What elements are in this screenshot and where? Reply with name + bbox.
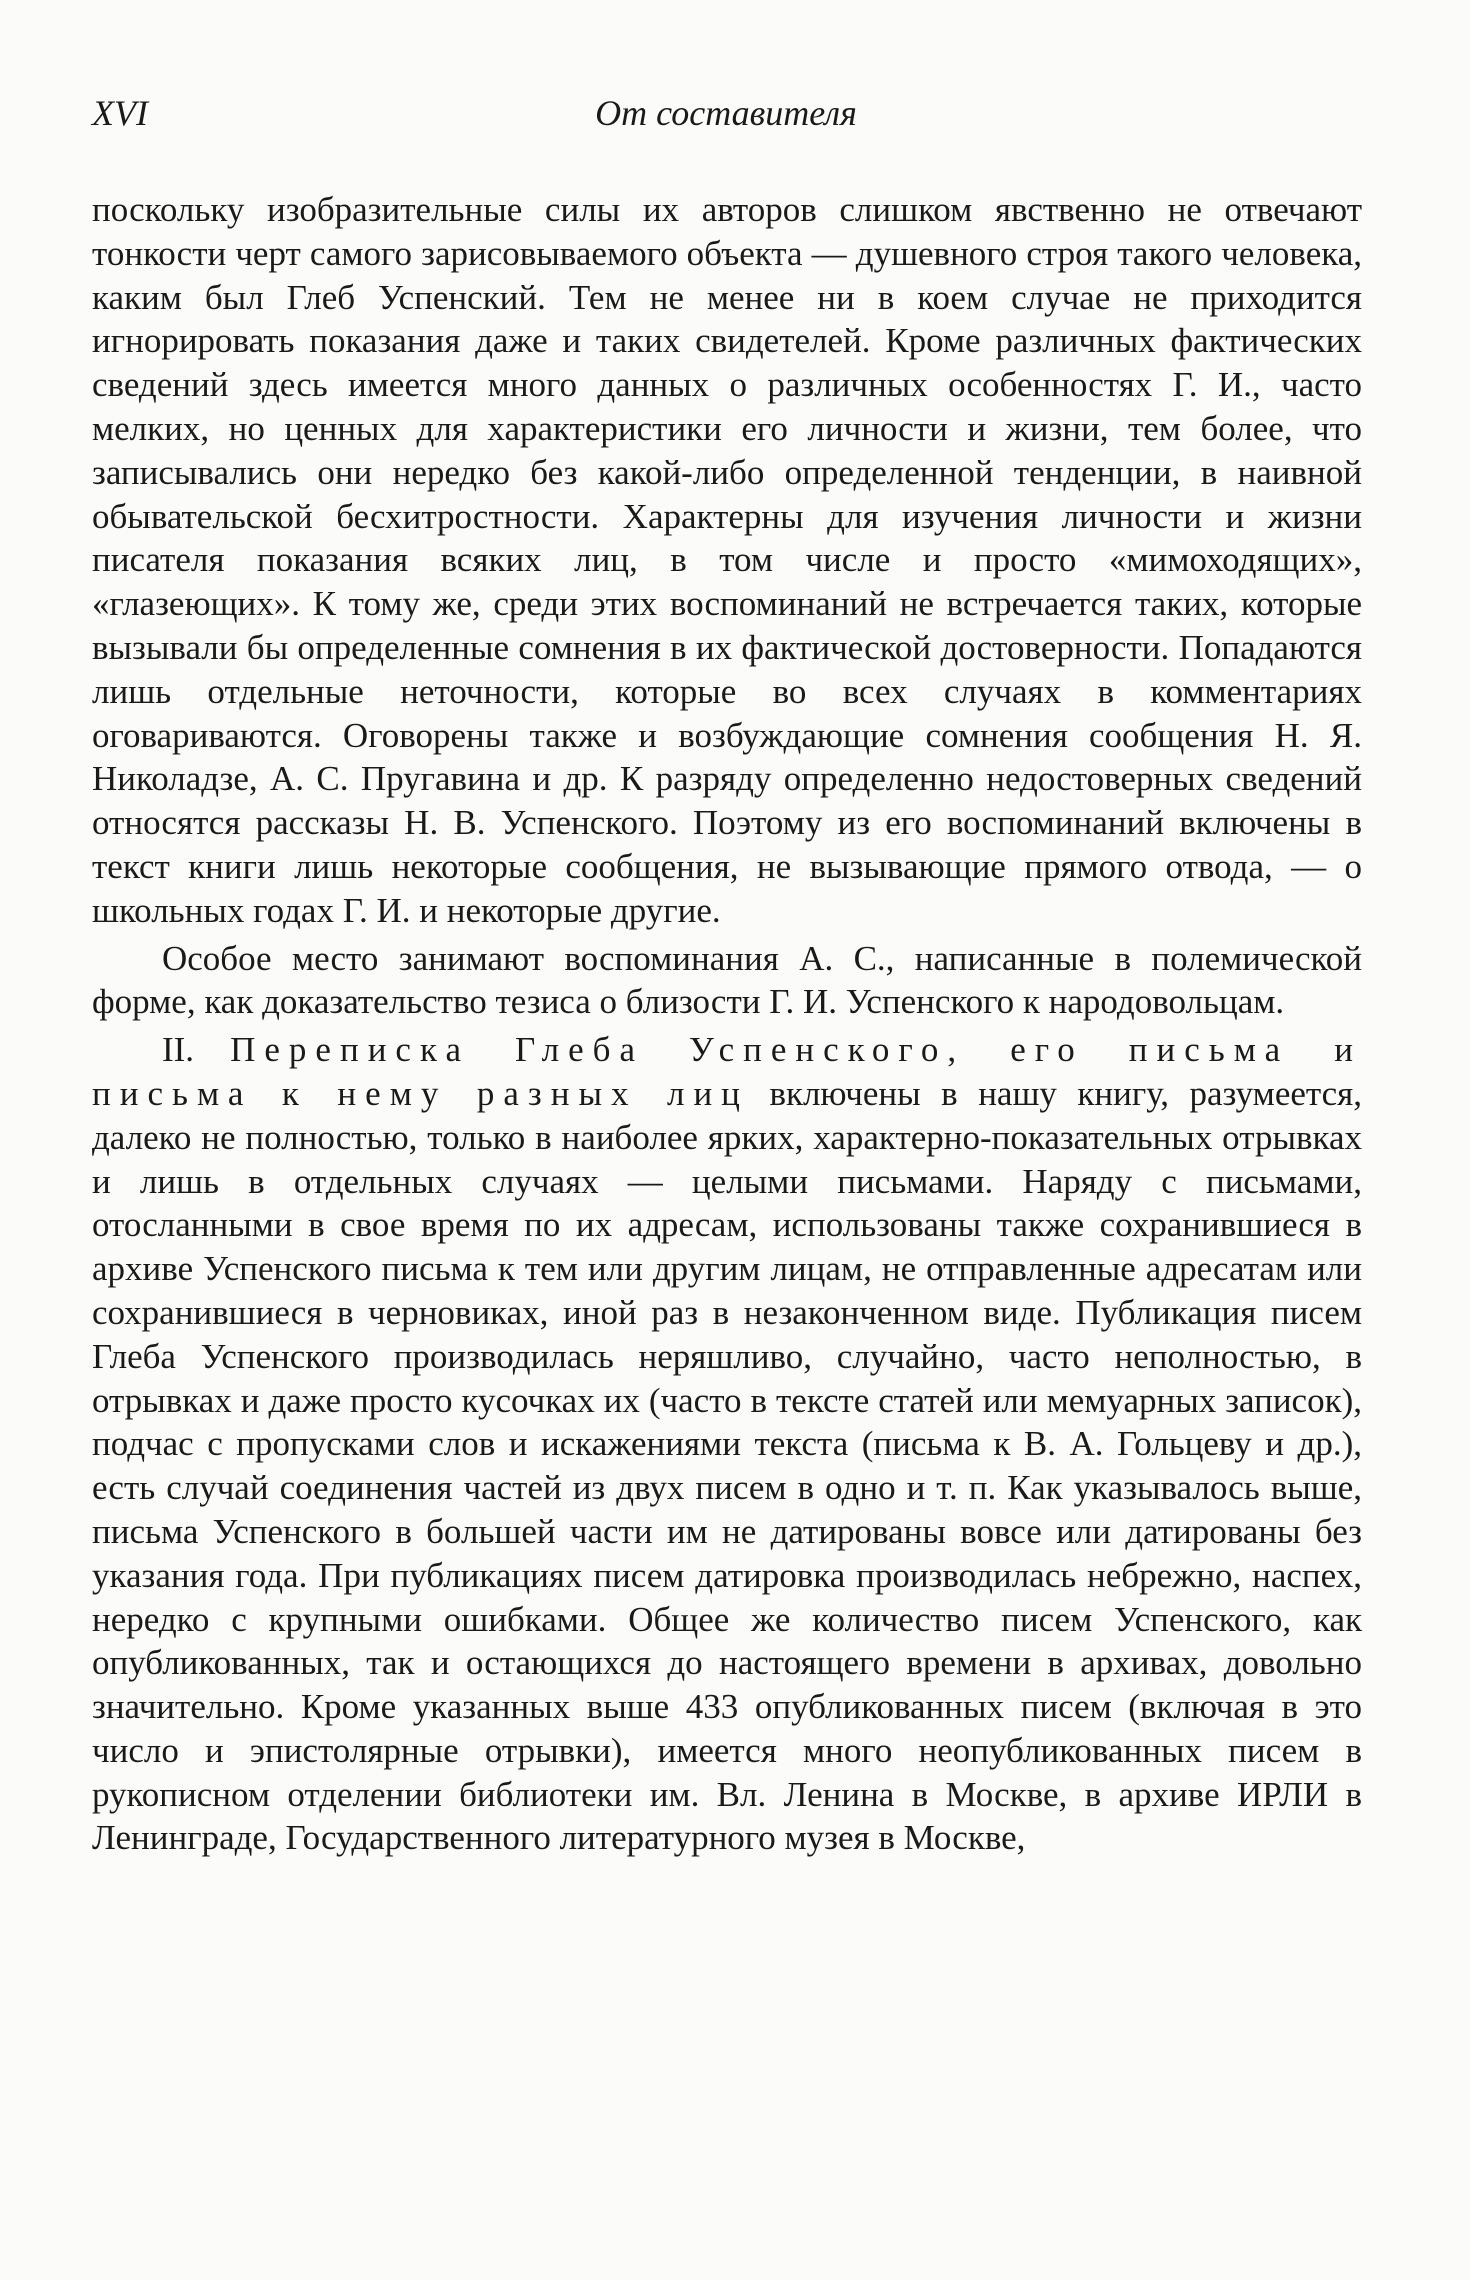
body-text <box>92 188 1362 1860</box>
running-title: От составителя <box>595 93 857 133</box>
paragraph-special-place: Особое место занимают воспоминания А. С., написанные в полемической форме, как доказательство тезиса о близости Г. И. Успенского к народовольцам. <box>92 938 1362 1022</box>
page-header <box>92 92 1360 142</box>
section-text: включены в нашу книгу, разумеется, далеко не полностью, только в наиболее ярких, характерно-показательных отрывках и лишь в отдельных случаях — целыми письмами. Наряду с письмами, отосланными в свое время по их адресам, использованы также сохранившиеся в архиве Успенского письма к тем или другим лицам, не отправленные адресатам или сохранившиеся в черновиках, иной раз в незаконченном виде. Публикация писем Глеба Успенского производилась неряшливо, случайно, часто неполностью, в отрывках и даже просто кусочках их (часто в тексте статей или мемуарных записок), подчас с пропусками слов и искажениями текста (письма к В. А. Гольцеву и др.), есть случай соединения частей из двух писем в одно и т. п. Как указывалось выше, письма Успенского в большей части им не датированы вовсе или датированы без указания года. При публикациях писем датировка производилась небрежно, наспех, нередко с крупными ошибками. Общее же количество писем Успенского, как опубликованных, так и остающихся до настоящего времени в архивах, довольно значительно. Кроме указанных выше 433 опубликованных писем (включая в это число и эпистолярные отрывки), имеется много неопубликованных писем в рукописном отделении библиотеки им. Вл. Ленина в Москве, в архиве ИРЛИ в Ленинграде, Государственного литературного музея в Москве, <box>92 1073 1362 1858</box>
section-number: II. <box>162 1030 195 1070</box>
paragraph-continuation: поскольку изобразительные силы их авторов слишком явственно не отвечают тонкости черт самого зарисовываемого объекта — душевного строя такого человека, каким был Глеб Успенский. Тем не менее ни в коем случае не приходится игнорировать показания даже и таких свидетелей. Кроме различных фактических сведений здесь имеется много данных о различных особенностях Г. И., часто мелких, но ценных для характеристики его личности и жизни, тем более, что записывались они нередко без какой-либо определенной тенденции, в наивной обывательской бесхитростности. Характерны для изучения личности и жизни писателя показания всяких лиц, в том числе и просто «мимоходящих», «глазеющих». К тому же, среди этих воспоминаний не встречается таких, которые вызывали бы определенные сомнения в их фактической достоверности. Попадаются лишь отдельные неточности, которые во всех случаях в комментариях оговариваются. Оговорены также и возбуждающие сомнения сообщения Н. Я. Николадзе, А. С. Пругавина и др. К разряду определенно недостоверных сведений относятся рассказы Н. В. Успенского. Поэтому из его воспоминаний включены в текст книги лишь некоторые сообщения, не вызывающие прямого отвода, — о школьных годах Г. И. и некоторые другие. <box>92 190 1362 930</box>
paragraph-section-ii <box>92 1028 1362 1860</box>
section-heading-spaced: Переписка Глеба Успенского, его письма и письма к нему разных лиц <box>92 1030 1362 1113</box>
page-number: XVI <box>92 93 148 133</box>
